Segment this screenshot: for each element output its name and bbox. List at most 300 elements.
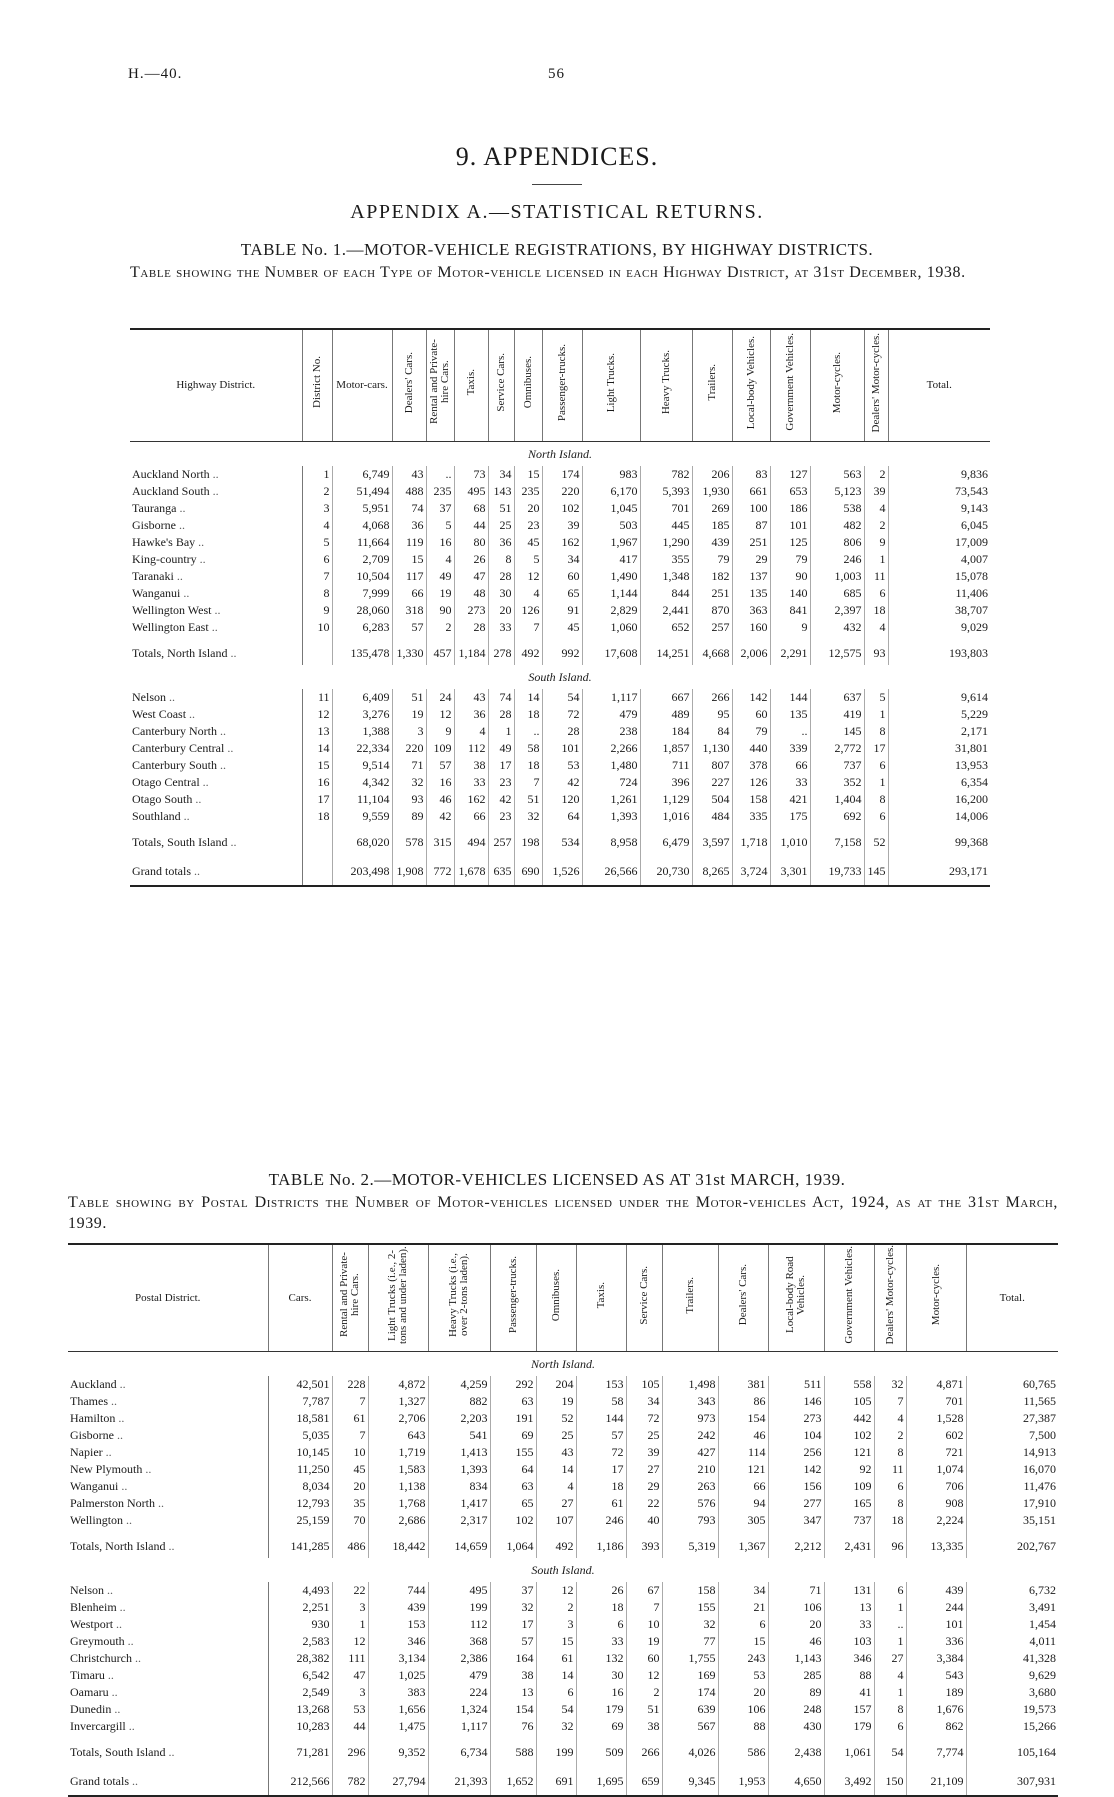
- cell-value: 145: [864, 854, 888, 886]
- table1-row: [130, 757, 990, 774]
- page-number: 56: [548, 66, 565, 82]
- row-label: Auckland North ..: [130, 466, 302, 483]
- leader-dots: ..: [176, 517, 185, 532]
- table1-header-cell: [514, 329, 542, 441]
- cell-value: 13: [824, 1599, 874, 1616]
- row-label: Grand totals ..: [130, 854, 302, 886]
- cell-value: 1,388: [332, 723, 392, 740]
- leader-dots: ..: [104, 1668, 114, 1682]
- table1-row: [130, 723, 990, 740]
- cell-value: 15,266: [1023, 1719, 1056, 1733]
- table1-section-row: [130, 665, 990, 689]
- cell-value: 653: [770, 483, 810, 500]
- cell-value: 101: [906, 1616, 966, 1633]
- leader-dots: ..: [173, 568, 183, 583]
- table1-header-label: Dealers' Motor-cycles.: [869, 332, 882, 432]
- cell-value: 1: [332, 1616, 368, 1633]
- cell-value: 28,060: [332, 602, 392, 619]
- cell-value: 3,384: [906, 1650, 966, 1667]
- cell-value: 8,958: [582, 825, 640, 854]
- cell-value: 13,335: [906, 1529, 966, 1558]
- cell-value: 1,454: [1029, 1617, 1056, 1631]
- cell-value: 5,951: [332, 500, 392, 517]
- cell-value: 9,514: [332, 757, 392, 774]
- row-label: Westport ..: [68, 1616, 268, 1633]
- cell-value: 140: [770, 585, 810, 602]
- cell-value: 16: [426, 774, 454, 791]
- cell-value: 52: [536, 1410, 576, 1427]
- row-label: Wanganui ..: [130, 585, 302, 602]
- cell-value: 724: [582, 774, 640, 791]
- cell-value: 2: [536, 1599, 576, 1616]
- cell-value: 20: [718, 1684, 768, 1701]
- cell-value: 158: [732, 791, 770, 808]
- cell-value: 12: [302, 706, 332, 723]
- table2-grand-total-row: [68, 1764, 1058, 1796]
- cell-value: 1,327: [368, 1393, 428, 1410]
- cell-value: 251: [692, 585, 732, 602]
- row-label: King-country ..: [130, 551, 302, 568]
- cell-value: 737: [810, 757, 864, 774]
- cell-value: 6,732: [1029, 1583, 1056, 1597]
- cell-value: 14,006: [955, 808, 988, 823]
- section-title: 9. APPENDICES.: [455, 142, 659, 171]
- cell-value: 67: [626, 1582, 662, 1599]
- cell-value: 25: [536, 1427, 576, 1444]
- leader-dots: ..: [118, 1479, 128, 1493]
- cell-value: 15,078: [955, 568, 988, 583]
- cell-value: 89: [768, 1684, 824, 1701]
- cell-value: 158: [662, 1582, 718, 1599]
- cell-value: 164: [490, 1650, 536, 1667]
- table2-row: [68, 1650, 1058, 1667]
- cell-value: 32: [514, 808, 542, 825]
- cell-value: 14,251: [640, 636, 692, 665]
- cell-value: 543: [906, 1667, 966, 1684]
- cell-value: 28,382: [268, 1650, 332, 1667]
- table2-header-cell: [428, 1244, 490, 1352]
- title-divider: [532, 184, 582, 185]
- cell-value: 4,011: [1029, 1634, 1056, 1648]
- table2-header-cell: [966, 1244, 1058, 1352]
- cell-value: 6: [874, 1718, 906, 1735]
- cell-value: 193,803: [949, 645, 988, 660]
- cell-value: 2,386: [428, 1650, 490, 1667]
- cell-value: 5: [514, 551, 542, 568]
- cell-value: 102: [490, 1512, 536, 1529]
- cell-value: 602: [906, 1427, 966, 1444]
- cell-value: 427: [662, 1444, 718, 1461]
- table2-header-label: Trailers.: [683, 1276, 696, 1314]
- cell-value: 17: [490, 1616, 536, 1633]
- cell-value: 7: [332, 1427, 368, 1444]
- cell-value: 6: [874, 1478, 906, 1495]
- table1-header-cell: [488, 329, 514, 441]
- cell-value: 90: [770, 568, 810, 585]
- cell-value: 94: [718, 1495, 768, 1512]
- cell-value: 42: [488, 791, 514, 808]
- cell-value: 1,003: [810, 568, 864, 585]
- cell-value: 228: [332, 1376, 368, 1393]
- cell-value: 121: [824, 1444, 874, 1461]
- cell-value: 3,724: [732, 854, 770, 886]
- cell-value: 117: [392, 568, 426, 585]
- row-label: Gisborne ..: [68, 1427, 268, 1444]
- cell-value: 563: [810, 466, 864, 483]
- cell-value: 782: [640, 466, 692, 483]
- cell-value: 4,068: [332, 517, 392, 534]
- cell-value: 1,526: [542, 854, 582, 886]
- cell-value: 99,368: [955, 834, 988, 849]
- table1-row: [130, 466, 990, 483]
- cell-value: 21: [718, 1599, 768, 1616]
- cell-value: 182: [692, 568, 732, 585]
- table2-header-label: Taxis.: [594, 1281, 607, 1309]
- cell-value: 1,678: [454, 854, 488, 886]
- cell-value: 862: [906, 1718, 966, 1735]
- cell-value: 16: [576, 1684, 626, 1701]
- cell-value: 701: [640, 500, 692, 517]
- cell-value: 43: [454, 689, 488, 706]
- cell-value: 53: [718, 1667, 768, 1684]
- table1-row: [130, 534, 990, 551]
- leader-dots: ..: [108, 1394, 117, 1408]
- cell-value: 6,170: [582, 483, 640, 500]
- table1-header-label: Total.: [926, 378, 952, 391]
- cell-value: 71: [392, 757, 426, 774]
- cell-value: 52: [864, 825, 888, 854]
- cell-value: 30: [576, 1667, 626, 1684]
- cell-value: 439: [692, 534, 732, 551]
- cell-value: 33: [454, 774, 488, 791]
- row-label: Wellington West ..: [130, 602, 302, 619]
- cell-value: 10,504: [332, 568, 392, 585]
- cell-value: 659: [626, 1764, 662, 1796]
- cell-value: 27: [536, 1495, 576, 1512]
- cell-value: 127: [770, 466, 810, 483]
- cell-value: 6: [576, 1616, 626, 1633]
- table2-header-label: Passenger-trucks.: [506, 1256, 519, 1334]
- cell-value: 489: [640, 706, 692, 723]
- cell-value: 6: [874, 1582, 906, 1599]
- cell-value: 93: [392, 791, 426, 808]
- cell-value: 3: [332, 1599, 368, 1616]
- leader-dots: ..: [165, 1745, 175, 1759]
- cell-value: 1,475: [368, 1718, 428, 1735]
- cell-value: 61: [536, 1650, 576, 1667]
- cell-value: 248: [768, 1701, 824, 1718]
- cell-value: 7,500: [1029, 1428, 1056, 1442]
- cell-value: 58: [514, 740, 542, 757]
- cell-value: 278: [488, 636, 514, 665]
- cell-value: 1,404: [810, 791, 864, 808]
- cell-value: 60: [542, 568, 582, 585]
- cell-value: 32: [662, 1616, 718, 1633]
- cell-value: 1,930: [692, 483, 732, 500]
- cell-value: 9,143: [961, 500, 988, 515]
- cell-value: 25: [488, 517, 514, 534]
- cell-value: 135: [770, 706, 810, 723]
- cell-value: 145: [810, 723, 864, 740]
- cell-value: 20: [514, 500, 542, 517]
- cell-value: 9,345: [662, 1764, 718, 1796]
- row-label: Otago South ..: [130, 791, 302, 808]
- table1-header-label: Government Vehicles.: [783, 333, 796, 432]
- cell-value: 1,064: [490, 1529, 536, 1558]
- cell-value: 31,801: [955, 740, 988, 755]
- cell-value: 9,629: [1029, 1668, 1056, 1682]
- cell-value: 495: [454, 483, 488, 500]
- table1-subtitle: Table showing the Number of each Type of Motor-vehicle licensed in each Highway District, at 31st December, 1938.: [130, 264, 966, 281]
- cell-value: 652: [640, 619, 692, 636]
- cell-value: 9,352: [368, 1735, 428, 1764]
- cell-value: 44: [332, 1718, 368, 1735]
- table1-row: [130, 740, 990, 757]
- cell-value: 57: [426, 757, 454, 774]
- cell-value: 2,212: [768, 1529, 824, 1558]
- cell-value: 74: [392, 500, 426, 517]
- cell-value: 41,328: [1023, 1651, 1056, 1665]
- table2-header-cell: [68, 1244, 268, 1352]
- cell-value: 844: [640, 585, 692, 602]
- cell-value: 4: [514, 585, 542, 602]
- cell-value: 363: [732, 602, 770, 619]
- cell-value: 339: [770, 740, 810, 757]
- cell-value: 154: [490, 1701, 536, 1718]
- cell-value: 146: [768, 1393, 824, 1410]
- cell-value: 174: [542, 466, 582, 483]
- cell-value: 3: [332, 1684, 368, 1701]
- cell-value: 32: [392, 774, 426, 791]
- cell-value: 430: [768, 1718, 824, 1735]
- table1-header-label: Trailers.: [705, 363, 718, 401]
- cell-value: 5,319: [662, 1529, 718, 1558]
- table2-header-cell: [626, 1244, 662, 1352]
- cell-value: 48: [454, 585, 488, 602]
- cell-value: 355: [640, 551, 692, 568]
- table1-row: [130, 689, 990, 706]
- table2-south-total-row: [68, 1735, 1058, 1764]
- cell-value: 1,768: [368, 1495, 428, 1512]
- cell-value: 701: [906, 1393, 966, 1410]
- cell-value: 1,528: [906, 1410, 966, 1427]
- cell-value: 257: [488, 825, 514, 854]
- table2-row: [68, 1718, 1058, 1735]
- cell-value: 492: [536, 1529, 576, 1558]
- table2-header-label: Service Cars.: [637, 1265, 650, 1325]
- cell-value: 3,276: [332, 706, 392, 723]
- cell-value: 1: [874, 1684, 906, 1701]
- cell-value: 27,794: [368, 1764, 428, 1796]
- table2-header-label: Omnibuses.: [549, 1268, 562, 1322]
- cell-value: 88: [718, 1718, 768, 1735]
- table2-subtitle: Table showing by Postal Districts the Number of Motor-vehicles licensed under the Motor-vehicles Act, 1924, as at the 31st March, 1939.: [68, 1194, 1058, 1232]
- leader-dots: ..: [195, 534, 205, 549]
- row-label: Dunedin ..: [68, 1701, 268, 1718]
- cell-value: 19: [392, 706, 426, 723]
- cell-value: 1,290: [640, 534, 692, 551]
- cell-value: 83: [732, 466, 770, 483]
- cell-value: 1,117: [582, 689, 640, 706]
- cell-value: 238: [582, 723, 640, 740]
- table2-row: [68, 1684, 1058, 1701]
- table2-row: [68, 1461, 1058, 1478]
- leader-dots: ..: [216, 723, 226, 738]
- cell-value: 11: [864, 568, 888, 585]
- cell-value: 144: [576, 1410, 626, 1427]
- cell-value: 2: [302, 483, 332, 500]
- cell-value: 3: [536, 1616, 576, 1633]
- cell-value: 4: [454, 723, 488, 740]
- cell-value: 983: [582, 466, 640, 483]
- cell-value: 14: [302, 740, 332, 757]
- table1-header-cell: [426, 329, 454, 441]
- cell-value: 15: [514, 466, 542, 483]
- cell-value: 7: [302, 568, 332, 585]
- table1-header-label: Heavy Trucks.: [659, 350, 672, 415]
- cell-value: 34: [718, 1582, 768, 1599]
- cell-value: 1,908: [392, 854, 426, 886]
- cell-value: 79: [732, 723, 770, 740]
- cell-value: 5,229: [961, 706, 988, 721]
- table2-header-cell: [576, 1244, 626, 1352]
- cell-value: 11: [874, 1461, 906, 1478]
- row-label: Totals, South Island ..: [130, 825, 302, 854]
- cell-value: 33: [488, 619, 514, 636]
- cell-value: 4,493: [268, 1582, 332, 1599]
- row-label: Tauranga ..: [130, 500, 302, 517]
- table2-header-label: Dealers' Motor-cycles.: [883, 1245, 896, 1345]
- cell-value: 484: [692, 808, 732, 825]
- cell-value: 189: [906, 1684, 966, 1701]
- cell-value: 11,104: [332, 791, 392, 808]
- cell-value: 51: [626, 1701, 662, 1718]
- table2-header-cell: [536, 1244, 576, 1352]
- cell-value: 457: [426, 636, 454, 665]
- cell-value: 8: [302, 585, 332, 602]
- cell-value: 3,492: [824, 1764, 874, 1796]
- cell-value: 72: [542, 706, 582, 723]
- cell-value: 144: [770, 689, 810, 706]
- cell-value: 1,045: [582, 500, 640, 517]
- cell-value: 101: [542, 740, 582, 757]
- cell-value: 74: [488, 689, 514, 706]
- cell-value: 1,016: [640, 808, 692, 825]
- cell-value: 17,009: [955, 534, 988, 549]
- table2-row: [68, 1616, 1058, 1633]
- table1-header-label: Motor-cars.: [336, 378, 388, 391]
- row-label: Timaru ..: [68, 1667, 268, 1684]
- cell-value: 11,664: [332, 534, 392, 551]
- cell-value: 1,490: [582, 568, 640, 585]
- cell-value: 13: [302, 723, 332, 740]
- cell-value: 91: [542, 602, 582, 619]
- cell-value: 14,913: [1023, 1445, 1056, 1459]
- cell-value: 135,478: [332, 636, 392, 665]
- cell-value: 220: [392, 740, 426, 757]
- cell-value: 667: [640, 689, 692, 706]
- cell-value: 1,695: [576, 1764, 626, 1796]
- cell-value: 28: [488, 706, 514, 723]
- cell-value: 24: [426, 689, 454, 706]
- cell-value: 54: [536, 1701, 576, 1718]
- cell-value: 1,348: [640, 568, 692, 585]
- cell-value: 60: [732, 706, 770, 723]
- row-label: Napier ..: [68, 1444, 268, 1461]
- cell-value: 41: [824, 1684, 874, 1701]
- cell-value: 8,265: [692, 854, 732, 886]
- cell-value: 2: [864, 517, 888, 534]
- leader-dots: ..: [125, 1719, 135, 1733]
- leader-dots: ..: [227, 834, 237, 849]
- cell-value: 244: [906, 1599, 966, 1616]
- cell-value: 112: [454, 740, 488, 757]
- cell-value: 8: [488, 551, 514, 568]
- cell-value: 5,035: [268, 1427, 332, 1444]
- cell-value: 296: [332, 1735, 368, 1764]
- cell-value: 1,583: [368, 1461, 428, 1478]
- cell-value: 7: [514, 774, 542, 791]
- table1-row: [130, 500, 990, 517]
- table1-header-label: Service Cars.: [494, 352, 507, 412]
- cell-value: 1: [874, 1599, 906, 1616]
- cell-value: 72: [576, 1444, 626, 1461]
- cell-value: 6,542: [268, 1667, 332, 1684]
- leader-dots: ..: [113, 1617, 123, 1631]
- cell-value: 28: [488, 568, 514, 585]
- cell-value: 22: [626, 1495, 662, 1512]
- cell-value: 51,494: [332, 483, 392, 500]
- leader-dots: ..: [199, 774, 209, 789]
- table1: [130, 328, 990, 887]
- cell-value: 105,164: [1017, 1745, 1056, 1759]
- cell-value: 292: [490, 1376, 536, 1393]
- cell-value: 7: [874, 1393, 906, 1410]
- cell-value: 1,010: [770, 825, 810, 854]
- cell-value: 6: [864, 585, 888, 602]
- cell-value: 1: [874, 1633, 906, 1650]
- leader-dots: ..: [102, 1445, 112, 1459]
- cell-value: 10: [302, 619, 332, 636]
- leader-dots: ..: [165, 1539, 175, 1553]
- cell-value: 661: [732, 483, 770, 500]
- table2-header-label: Total.: [999, 1291, 1025, 1304]
- cell-value: 305: [718, 1512, 768, 1529]
- cell-value: 3: [392, 723, 426, 740]
- cell-value: 834: [428, 1478, 490, 1495]
- cell-value: 46: [768, 1633, 824, 1650]
- cell-value: 479: [428, 1667, 490, 1684]
- cell-value: 567: [662, 1718, 718, 1735]
- cell-value: 4: [864, 619, 888, 636]
- cell-value: 503: [582, 517, 640, 534]
- cell-value: 63: [490, 1478, 536, 1495]
- cell-value: 263: [662, 1478, 718, 1495]
- cell-value: 8: [864, 791, 888, 808]
- cell-value: 1,857: [640, 740, 692, 757]
- cell-value: 162: [454, 791, 488, 808]
- cell-value: 15: [536, 1633, 576, 1650]
- cell-value: 54: [874, 1735, 906, 1764]
- table2-header-label: Motor-cycles.: [929, 1264, 942, 1326]
- cell-value: 19,733: [810, 854, 864, 886]
- cell-value: 1,184: [454, 636, 488, 665]
- cell-value: 721: [906, 1444, 966, 1461]
- cell-value: 19: [426, 585, 454, 602]
- cell-value: 66: [770, 757, 810, 774]
- cell-value: 243: [718, 1650, 768, 1667]
- cell-value: 1,143: [768, 1650, 824, 1667]
